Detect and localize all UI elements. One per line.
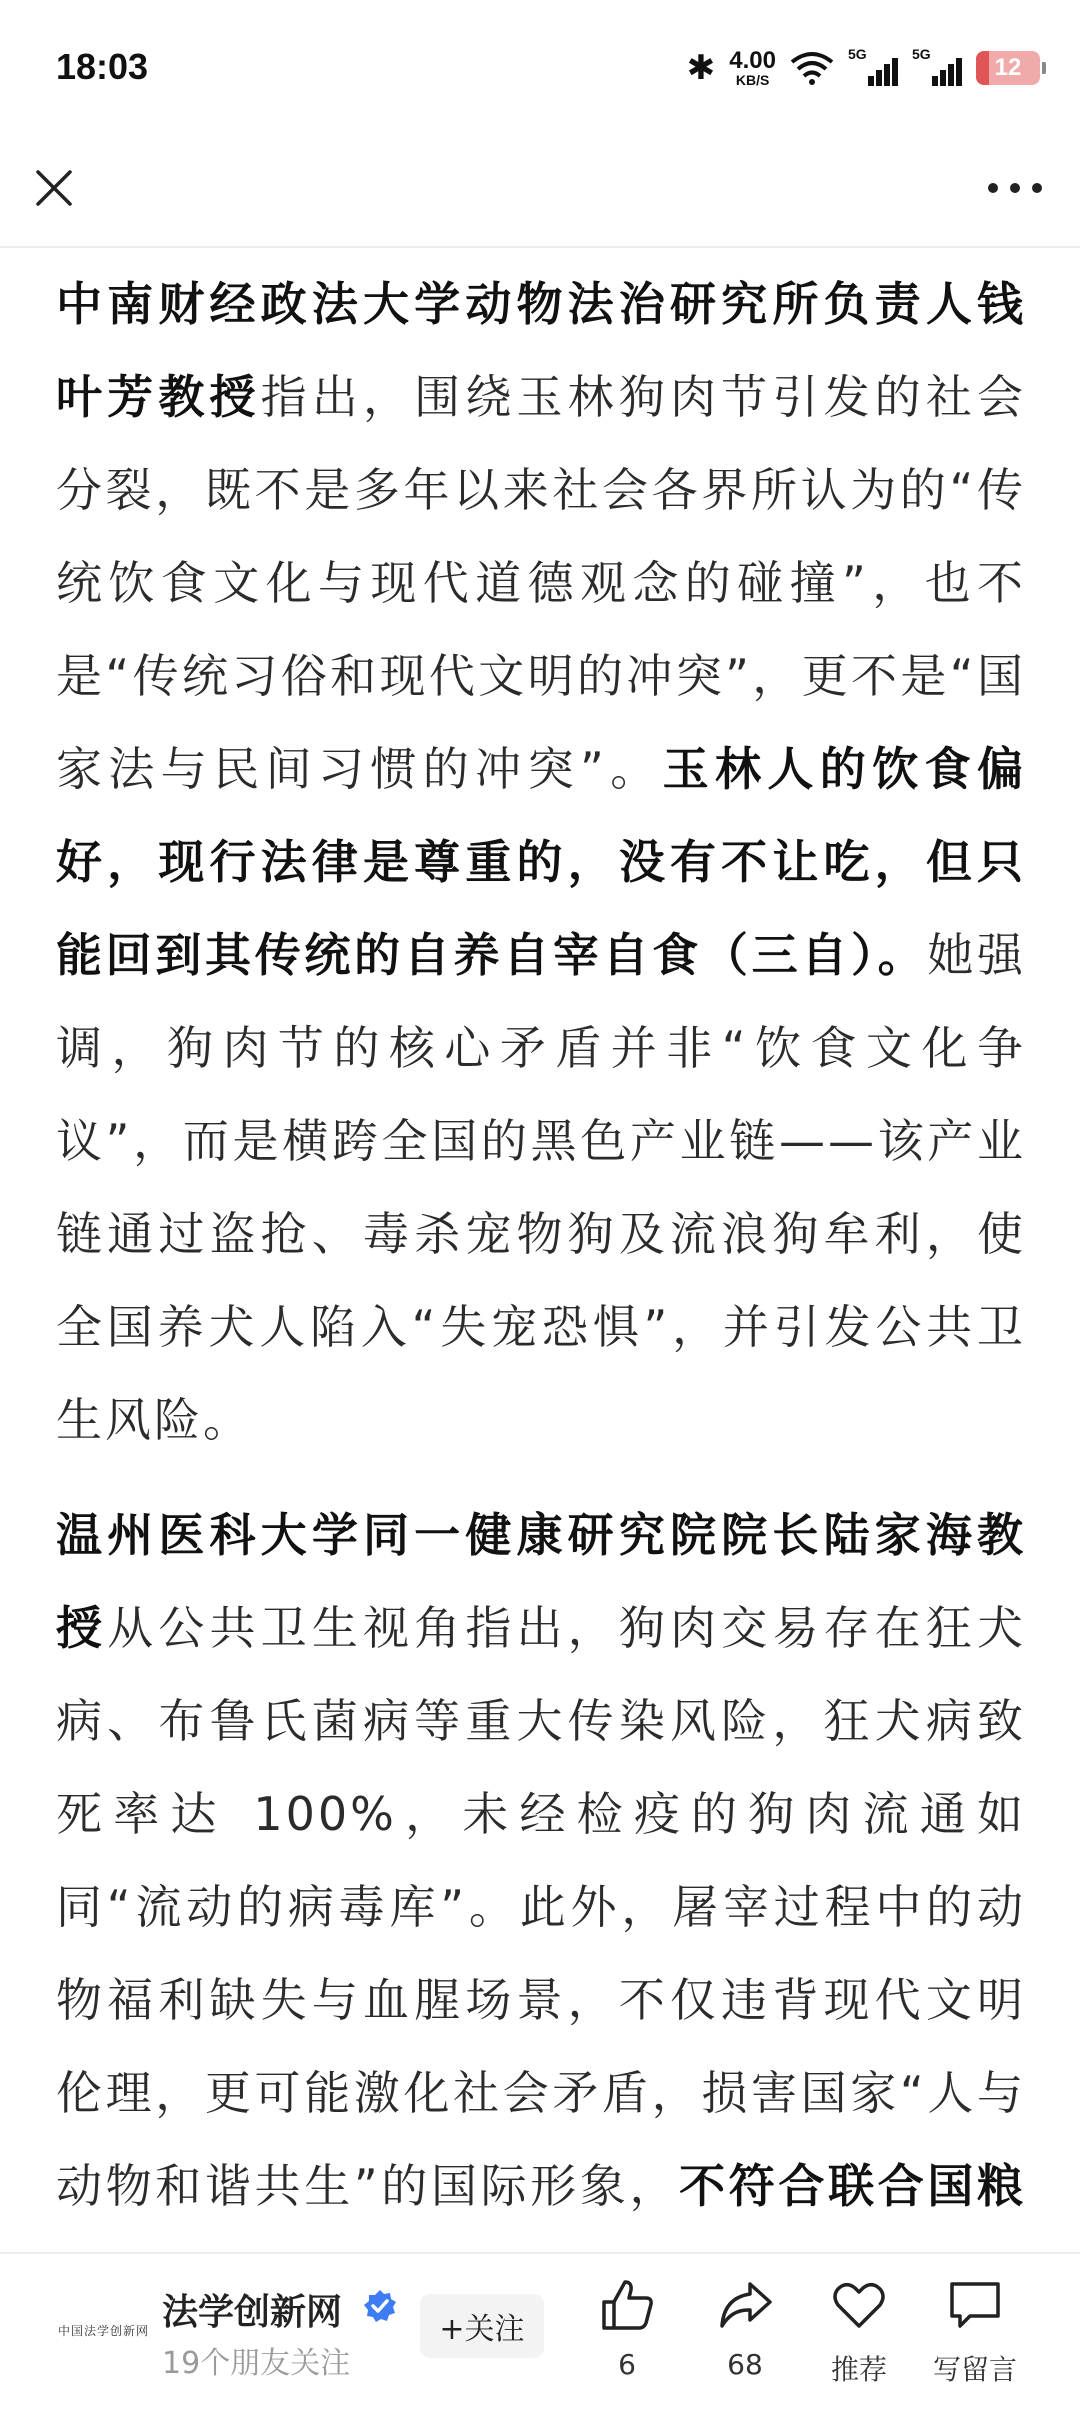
more-icon <box>987 182 1043 194</box>
like-count: 6 <box>618 2348 636 2381</box>
recommend-button[interactable] <box>804 2276 914 2406</box>
like-button[interactable] <box>572 2276 682 2406</box>
battery-level: 12 <box>994 54 1022 81</box>
signal-sim2-icon <box>912 48 962 88</box>
article-body <box>56 258 1026 2248</box>
paragraph-bold-text: 玉林人的饮食偏好，现行法律是尊重的，没有不让吃，但只能回到其传统的自养自宰自食（三自）。 <box>56 742 1026 982</box>
thumbs-up-icon <box>598 2276 656 2334</box>
paragraph-bold-text: 中南财经政法大学动物法治研究所负责人钱叶芳教授 <box>56 277 1026 424</box>
network-speed-value: 4.00 <box>729 47 776 74</box>
wifi-icon <box>790 50 834 86</box>
comment-button[interactable] <box>920 2276 1030 2406</box>
publisher-logo[interactable] <box>58 2312 154 2348</box>
network-speed <box>729 49 776 87</box>
verified-badge-icon <box>362 2288 398 2324</box>
article-header <box>0 140 1080 248</box>
share-icon <box>716 2276 774 2334</box>
paragraph-bold-text: 温州医科大学同一健康研究院院长陆家海教授 <box>56 1508 1026 1655</box>
follow-button[interactable]: +关注 <box>420 2294 544 2358</box>
paragraph-text: 指出，围绕玉林狗肉节引发的社会分裂，既不是多年以来社会各界所认为的“传统饮食文化与现代道德观念的碰撞”，也不是“传统习俗和现代文明的冲突”，更不是“国家法与民间习惯的冲突”。 <box>56 370 1027 796</box>
article-paragraph <box>56 258 1026 1467</box>
status-time: 18:03 <box>56 46 149 87</box>
paragraph-text: 从公共卫生视角指出，狗肉交易存在狂犬病、布鲁氏菌病等重大传染风险，狂犬病致死率达 100%，未经检疫的狗肉流通如同“流动的病毒库”。此外，屠宰过程中的动物福利缺失与血腥场景，不仅违背现代文明伦理，更可能激化社会矛盾，损害国家“人与动物和谐共生”的国际形象， <box>56 1601 1027 2213</box>
recommend-label: 推荐 <box>830 2353 887 2386</box>
comment-icon <box>946 2276 1004 2334</box>
paragraph-text: 她强调，狗肉节的核心矛盾并非“饮食文化争议”，而是横跨全国的黑色产业链——该产业链通过盗抢、毒杀宠物狗及流浪狗牟利，使全国养犬人陷入“失宠恐惧”，并引发公共卫生风险。 <box>56 928 1027 1447</box>
more-button[interactable] <box>980 166 1050 210</box>
status-icons <box>687 44 1040 92</box>
close-icon <box>34 168 74 208</box>
battery-icon <box>976 51 1040 85</box>
publisher-logo-text: 中国法学创新网 <box>58 2323 150 2338</box>
signal-sim1-icon <box>848 48 898 88</box>
friends-following-count: 19个朋友关注 <box>162 2346 351 2381</box>
paragraph-bold-text: 不符合联合国粮 <box>679 2159 1026 2213</box>
sim1-label: 5G <box>848 46 867 62</box>
article-paragraph <box>56 1489 1026 2326</box>
close-button[interactable] <box>26 160 82 216</box>
status-bar <box>0 0 1080 140</box>
bottom-action-bar <box>0 2252 1080 2412</box>
share-button[interactable] <box>690 2276 800 2406</box>
share-count: 68 <box>727 2348 763 2381</box>
bluetooth-icon: ✱ <box>686 48 716 88</box>
network-speed-unit: KB/S <box>735 72 770 88</box>
heart-icon <box>830 2276 888 2334</box>
sim2-label: 5G <box>912 46 931 62</box>
author-name[interactable]: 法学创新网 <box>162 2292 343 2333</box>
comment-label: 写留言 <box>932 2353 1017 2386</box>
